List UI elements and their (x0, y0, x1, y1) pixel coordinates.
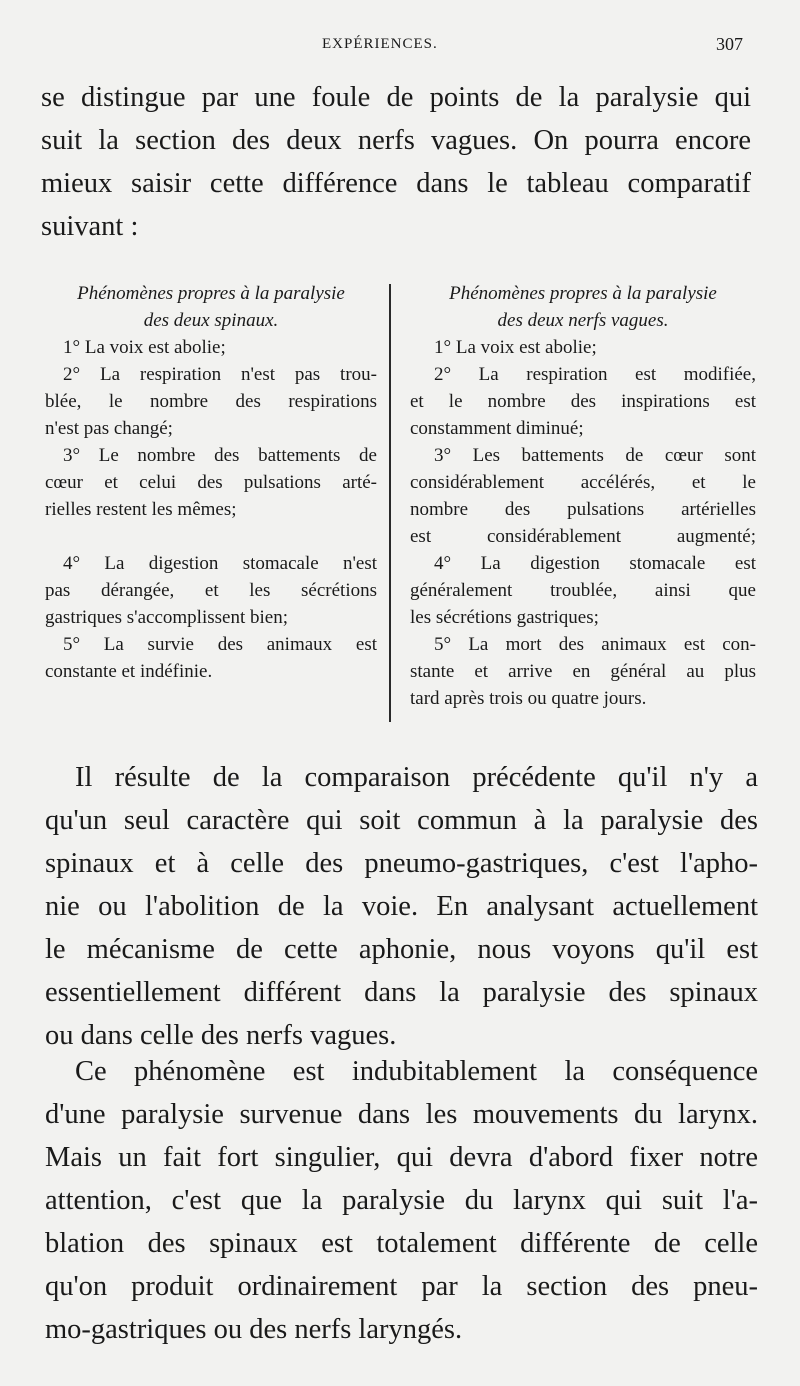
column-heading: Phénomènes propres à la paralysie (77, 283, 345, 304)
table-line: 2° La respiration n'est pas trou- (63, 364, 377, 385)
table-line: 4° La digestion stomacale n'est (63, 553, 377, 574)
table-line: cœur et celui des pulsations arté- (45, 472, 377, 493)
table-line: constamment diminué; (410, 418, 584, 439)
table-line: 1° La voix est abolie; (434, 337, 597, 358)
text-line: blation des spinaux est totalement différente de celle (45, 1228, 758, 1259)
table-line: stante et arrive en général au plus (410, 661, 756, 682)
table-line: pas dérangée, et les sécrétions (45, 580, 377, 601)
table-line: 5° La survie des animaux est (63, 634, 377, 655)
table-line: blée, le nombre des respirations (45, 391, 377, 412)
text-line: Mais un fait fort singulier, qui devra d'abord fixer notre (45, 1142, 758, 1173)
table-line: tard après trois ou quatre jours. (410, 688, 647, 709)
table-line: 3° Le nombre des battements de (63, 445, 377, 466)
text-line: se distingue par une foule de points de la paralysie qui (41, 82, 751, 113)
text-line: suivant : (41, 211, 139, 242)
table-line: et le nombre des inspirations est (410, 391, 756, 412)
table-gap (45, 523, 377, 550)
text-line: Il résulte de la comparaison précédente qu'il n'y a (75, 762, 758, 793)
text-line: attention, c'est que la paralysie du larynx qui suit l'a- (45, 1185, 758, 1216)
text-line: ou dans celle des nerfs vagues. (45, 1020, 397, 1051)
table-right-column (410, 280, 756, 712)
table-left-column (45, 280, 377, 685)
table-line: les sécrétions gastriques; (410, 607, 599, 628)
running-head (0, 36, 800, 60)
table-line: 5° La mort des animaux est con- (434, 634, 756, 655)
table-line: considérablement accélérés, et le (410, 472, 756, 493)
table-line: 2° La respiration est modifiée, (434, 364, 756, 385)
table-line: 3° Les battements de cœur sont (434, 445, 756, 466)
paragraph-larynx (45, 1050, 758, 1351)
paragraph-comparison (45, 756, 758, 1057)
table-line: 1° La voix est abolie; (63, 337, 226, 358)
text-line: Ce phénomène est indubitablement la conséquence (75, 1056, 758, 1087)
text-line: essentiellement différent dans la paralysie des spinaux (45, 977, 758, 1008)
text-line: qu'un seul caractère qui soit commun à la paralysie des (45, 805, 758, 836)
text-line: qu'on produit ordinairement par la section des pneu- (45, 1271, 758, 1302)
table-line: généralement troublée, ainsi que (410, 580, 756, 601)
column-divider (389, 284, 391, 722)
table-line: 4° La digestion stomacale est (434, 553, 756, 574)
column-heading: des deux nerfs vagues. (497, 310, 669, 331)
table-line: gastriques s'accomplissent bien; (45, 607, 288, 628)
column-heading: Phénomènes propres à la paralysie (449, 283, 717, 304)
table-line: nombre des pulsations artérielles (410, 499, 756, 520)
text-line: d'une paralysie survenue dans les mouvements du larynx. (45, 1099, 758, 1130)
column-heading: des deux spinaux. (143, 310, 279, 331)
intro-paragraph (41, 76, 751, 248)
table-line: est considérablement augmenté; (410, 526, 756, 547)
table-line: rielles restent les mêmes; (45, 499, 237, 520)
text-line: mo-gastriques ou des nerfs laryngés. (45, 1314, 463, 1345)
text-line: mieux saisir cette différence dans le tableau comparatif (41, 168, 751, 199)
table-line: constante et indéfinie. (45, 661, 213, 682)
text-line: le mécanisme de cette aphonie, nous voyons qu'il est (45, 934, 758, 965)
text-line: suit la section des deux nerfs vagues. On pourra encore (41, 125, 751, 156)
page-number: 307 (716, 34, 743, 54)
table-line: n'est pas changé; (45, 418, 173, 439)
running-title: EXPÉRIENCES. (322, 36, 438, 52)
text-line: nie ou l'abolition de la voie. En analysant actuellement (45, 891, 758, 922)
text-line: spinaux et à celle des pneumo-gastriques, c'est l'apho- (45, 848, 758, 879)
